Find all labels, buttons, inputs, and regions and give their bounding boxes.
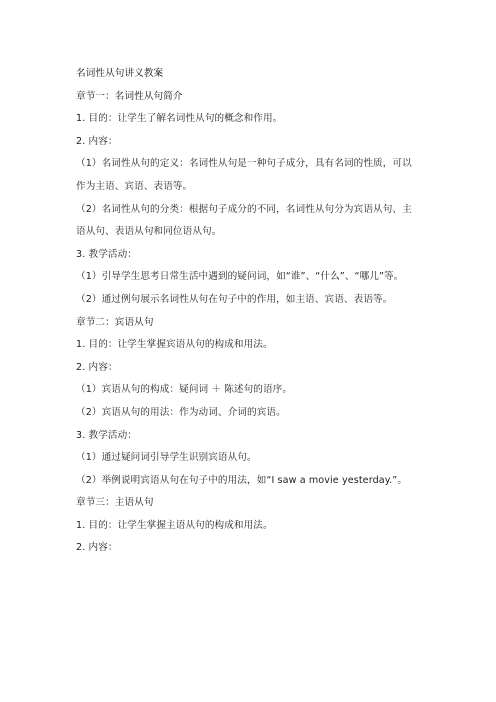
chapter-heading: 章节三：主语从句 xyxy=(76,497,154,509)
chapter-heading: 章节二：宾语从句 xyxy=(76,316,154,328)
paragraph-line: （2）宾语从句的用法：作为动词、介词的宾语。 xyxy=(76,406,286,418)
paragraph-line: （2）举例说明宾语从句在句子中的用法，如“I saw a movie yesterday.”。 xyxy=(76,474,408,486)
paragraph-line: 1. 目的：让学生掌握主语从句的构成和用法。 xyxy=(76,519,273,531)
paragraph-line: （2）名词性从句的分类：根据句子成分的不同，名词性从句分为宾语从句、主 xyxy=(76,203,412,215)
paragraph-line: 2. 内容： xyxy=(76,542,118,554)
chapter-heading: 章节一：名词性从句简介 xyxy=(76,90,183,102)
paragraph-line: （2）通过例句展示名词性从句在句子中的作用，如主语、宾语、表语等。 xyxy=(76,293,393,305)
paragraph-line: 1. 目的：让学生掌握宾语从句的构成和用法。 xyxy=(76,339,273,351)
document-title: 名词性从句讲义教案 xyxy=(76,68,164,79)
paragraph-line: 2. 内容： xyxy=(76,135,118,147)
paragraph-line: （1）引导学生思考日常生活中遇到的疑问词，如“谁”、“什么”、“哪儿”等。 xyxy=(76,271,404,283)
paragraph-line: （1）名词性从句的定义：名词性从句是一种句子成分，具有名词的性质，可以 xyxy=(76,158,412,170)
document-body xyxy=(76,67,436,564)
paragraph-line: （1）通过疑问词引导学生识别宾语从句。 xyxy=(76,452,257,464)
paragraph-line: 1. 目的：让学生了解名词性从句的概念和作用。 xyxy=(76,113,283,125)
paragraph-line: 3. 教学活动： xyxy=(76,248,137,260)
paragraph-line: （1）宾语从句的构成：疑问词 ＋ 陈述句的语序。 xyxy=(76,384,293,396)
paragraph-line: 作为主语、宾语、表语等。 xyxy=(76,180,193,192)
paragraph-line: 2. 内容： xyxy=(76,361,118,373)
paragraph-line: 语从句、表语从句和同位语从句。 xyxy=(76,226,222,238)
paragraph-line: 3. 教学活动： xyxy=(76,429,137,441)
